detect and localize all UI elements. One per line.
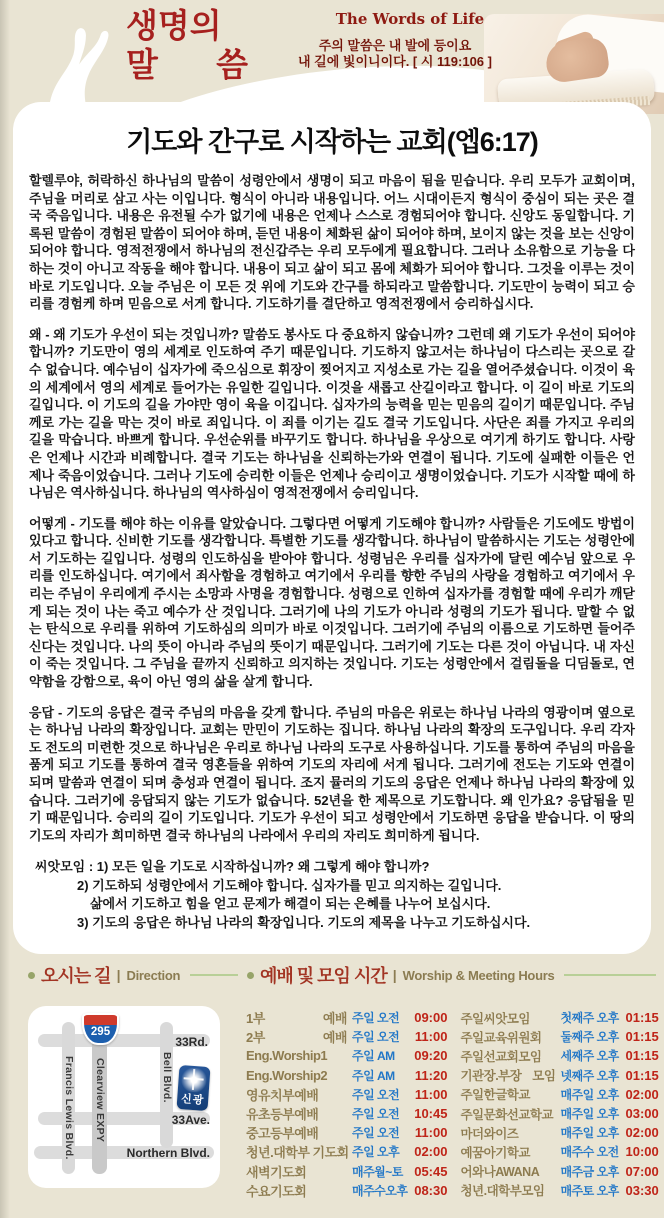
- schedule-item-day: 둘째주 오후: [560, 1030, 619, 1045]
- seed-line-3: 삶에서 기도하고 힘을 얻고 문제가 해결이 되는 은혜를 나누어 보십시다.: [90, 896, 491, 912]
- road-label-clearview-expy: Clearview EXPY: [94, 1058, 106, 1143]
- schedule-item-name: 주일한글학교: [460, 1088, 530, 1103]
- road-label-bell-blvd: Bell Blvd.: [161, 1052, 173, 1103]
- schedule-row: [460, 1046, 658, 1065]
- schedule-item-name: 유초등부예배: [246, 1107, 319, 1123]
- schedule-item-day: 주일 오전: [352, 1011, 400, 1026]
- divider-line: [564, 974, 656, 976]
- schedule-item-time: 02:00: [625, 1125, 659, 1141]
- schedule-item-name: 청년.대학부모임: [460, 1184, 545, 1199]
- schedule-item-name: 어와나AWANA: [460, 1165, 540, 1180]
- schedule-item-name: 주일선교회모임: [460, 1049, 542, 1064]
- schedule-item-day: 매주일 오후: [560, 1107, 619, 1122]
- schedule-item-time: 09:00: [414, 1010, 448, 1026]
- seed-line-4: 3) 기도의 응답은 하나님 나라의 확장입니다. 기도의 제목을 나누고 기도하십시다.: [77, 914, 531, 930]
- schedule-row: [460, 1181, 658, 1200]
- schedule-row: [460, 1123, 658, 1142]
- schedule-item-name: 마더와이즈: [460, 1126, 519, 1141]
- schedule-item-time: 11:00: [414, 1029, 448, 1045]
- schedule-item-day: 주일 오후: [352, 1145, 400, 1160]
- schedule-item-name: Eng.Worship1: [246, 1048, 328, 1064]
- schedule-title-ko: 예배 및 모임 시간: [260, 966, 387, 986]
- masthead-logo: [126, 6, 248, 84]
- schedule-item-time: 03:00: [625, 1106, 659, 1122]
- schedule-row: [246, 1008, 447, 1027]
- schedule-item-time: 07:00: [625, 1163, 659, 1179]
- schedule-column-right: [460, 1008, 658, 1200]
- schedule-row: [246, 1123, 447, 1142]
- article-paragraph-1: 할렐루야, 허락하신 하나님의 말씀이 성령안에서 생명이 되고 마음이 됨을 믿습니다. 우리 모두가 교회이며, 주님을 머리로 삼고 사는 이입니다. 형식이 아니라 내용입니다. 어느 시대이든지 형식이 중심이 되는 곳은 결국 죽음입니다. 내용은 유전될 수가 없기에 내용은 언제나 스스로 경험되어야 합니다. 신앙도 동일합니다. 기록된 말씀이 경험된 말씀이 되어야 하며, 듣던 내용이 체화된 삶이 되어야 하며, 보이지 않는 것을 보는 신앙이 되어야 합니다. 영적전쟁에서 하나님의 전신갑주는 우리 모두에게 필요합니다. 그러나 소유함으로 기능을 다하는 것이 아니고 작동을 해야 합니다. 내용이 되고 삶이 되고 몸에 체화가 되어야 합니다. 그것을 이루는 것이 바로 기도입니다. 오늘 주님은 이 모든 것 위에 기도와 간구를 하되라고 말씀합니다. 기도만이 능력이 되고 승리를 경험케 하며 믿음으로 서게 합니다. 기도하기를 결단하고 영적전쟁에서 승리하십시다.: [29, 173, 635, 312]
- schedule-row: [246, 1027, 447, 1046]
- schedule-section-header: [247, 962, 656, 988]
- shield-number: 295: [90, 1026, 111, 1038]
- schedule-item-name: 영유치부예배: [246, 1087, 319, 1103]
- seed-line-1: 씨앗모임 : 1) 모든 일을 기도로 시작하십니까? 왜 그렇게 해야 합니까?: [35, 859, 430, 875]
- article-paragraph-2: 왜 - 왜 기도가 우선이 되는 것입니까? 말씀도 봉사도 다 중요하지 않습니까? 그런데 왜 기도가 우선이 되어야 합니까? 기도만이 영의 세계로 인도하여 주기 때문입니다. 기도하지 않고서는 하나님이 다스리는 곳으로 갈 수 없습니다. 예수님이 십자가에 죽으심으로 휘장이 찢어지고 지성소로 가는 길을 열어주셨습니다. 이것이 육의 세계에서 영의 세계로 들어가는 유일한 길입니다. 이것을 새롭고 산길이라고 합니다. 이 길이 바로 기도의 길입니다. 이 기도의 길을 가야만 영이 육을 이깁니다. 십자가의 능력을 믿는 믿음의 길이기 때문입니다. 주님께로 가는 길을 막는 것이 바로 죄입니다. 이 죄를 이기는 길도 결국 기도입니다. 사단은 죄를 가지고 우리의 길을 막습니다. 바쁘게 합니다. 우선순위를 바꾸기도 합니다. 하나님을 우상으로 여기게 하기도 합니다. 사랑은 언제나 시간과 비례합니다. 결국 기도는 하나님을 신뢰하는가와 연결이 됩니다. 기도에 실패한 이들은 언제나 죽음이었습니다. 그러나 기도에 승리한 이들은 언제나 승리이고 생명이었습니다. 기도가 시작할 때에 하나님은 역사하십니다. 하나님의 역사하심이 영적전쟁에서 승리입니다.: [29, 326, 635, 501]
- schedule-item-name: 2부 예배: [246, 1030, 347, 1046]
- schedule-item-day: 매주수오후: [352, 1183, 408, 1198]
- schedule-row: [246, 1181, 447, 1200]
- logo-line2: 말 씀: [126, 46, 248, 83]
- schedule-item-time: 01:15: [625, 1010, 659, 1026]
- schedule-item-name: 새벽기도회: [246, 1164, 307, 1180]
- schedule-item-time: 11:00: [414, 1086, 448, 1102]
- schedule-item-name: 기관장.부장 모임: [460, 1069, 556, 1084]
- road-label-francis-lewis: Francis Lewis Blvd.: [63, 1056, 75, 1160]
- verse-quote: [285, 38, 505, 70]
- direction-title-en: Direction: [126, 967, 181, 983]
- starburst-cross-icon: [181, 1067, 208, 1093]
- english-title: The Words of Life: [335, 10, 485, 28]
- schedule-column-left: [246, 1008, 447, 1200]
- schedule-row: [246, 1066, 447, 1085]
- schedule-row: [246, 1104, 447, 1123]
- schedule-item-time: 01:15: [625, 1029, 659, 1045]
- seed-line-2: 2) 기도하되 성령안에서 기도해야 합니다. 십자가를 믿고 의지하는 길입니다.: [77, 877, 502, 893]
- schedule-item-time: 05:45: [414, 1163, 448, 1179]
- verse-line2: 내 길에 빛이니이다. [ 시 119:106 ]: [298, 54, 492, 69]
- schedule-item-day: 넷째주 오후: [560, 1068, 619, 1083]
- article-title: 기도와 간구로 시작하는 교회(엡6:17): [126, 127, 538, 157]
- schedule-row: [246, 1162, 447, 1181]
- schedule-row: [460, 1162, 658, 1181]
- schedule-row: [460, 1027, 658, 1046]
- schedule-item-time: 09:20: [414, 1048, 448, 1064]
- schedule-row: [460, 1142, 658, 1161]
- road-label-northern-blvd: Northern Blvd.: [126, 1146, 210, 1160]
- schedule-title-en: Worship & Meeting Hours: [402, 967, 555, 983]
- schedule-row: [460, 1008, 658, 1027]
- schedule-item-day: 주일 AM: [352, 1068, 395, 1083]
- schedule-item-time: 11:20: [414, 1067, 448, 1083]
- schedule-item-day: 주일 오전: [352, 1126, 400, 1141]
- schedule-item-name: 주일문화선교학교: [460, 1107, 554, 1122]
- separator: |: [392, 967, 397, 983]
- schedule-item-time: 01:15: [625, 1048, 659, 1064]
- schedule-item-time: 08:30: [414, 1182, 448, 1198]
- worship-schedule: [246, 1008, 659, 1200]
- schedule-row: [460, 1066, 658, 1085]
- schedule-item-name: 주일교육위원회: [460, 1030, 542, 1045]
- schedule-item-day: 주일 AM: [352, 1049, 395, 1064]
- schedule-item-name: 수요기도회: [246, 1183, 307, 1199]
- schedule-item-time: 11:00: [414, 1125, 448, 1141]
- article-paragraph-4: 응답 - 기도의 응답은 결국 주님의 마음을 갖게 합니다. 주님의 마음은 위로는 하나님 나라의 영광이며 옆으로는 하나님 나라의 확장입니다. 교회는 만민이 기도하는 집니다. 하나님 나라의 확장의 도구입니다. 우리 각자도 전도의 미련한 것으로 하나님은 우리로 하나님 나라의 도구로 사용하십니다. 기도를 통하여 주님의 마음을 품게 되고 기도를 통하여 결국 영혼들을 위하여 기도의 자리에 서게 됩니다. 그러기에 전도는 기도와 연결이 되며 말씀과 연결이 되며 충성과 연결이 됩니다. 조지 뮬러의 기도의 응답은 언제나 하나님 나라의 확장에 있습니다. 그러기에 응답되지 않는 기도가 없습니다. 52년을 한 제목으로 기도합니다. 왜 인가요? 응답됨을 믿기 때문입니다. 승리의 길이 기도입니다. 기도가 우선이 되고 성령안에서 기도하면 응답을 받습니다. 이 땅의 기도의 자리가 희미하면 결국 하나님의 나라에서 우리의 자리도 희미하게 됩니다.: [29, 704, 635, 843]
- church-badge-label: 신광: [180, 1093, 205, 1107]
- schedule-row: [460, 1104, 658, 1123]
- schedule-row: [246, 1142, 447, 1161]
- schedule-item-name: 중고등부예배: [246, 1126, 319, 1142]
- road-label-33ave: 33Ave.: [171, 1113, 210, 1127]
- schedule-item-day: 매주월~토: [352, 1164, 403, 1179]
- schedule-item-time: 03:30: [625, 1182, 659, 1198]
- schedule-item-name: 1부 예배: [246, 1011, 347, 1027]
- schedule-row: [246, 1046, 447, 1065]
- article-paragraph-3: 어떻게 - 기도를 해야 하는 이유를 알았습니다. 그렇다면 어떻게 기도해야 합니까? 사람들은 기도에도 방법이 있다고 합니다. 신비한 기도를 생각합니다. 특별한 기도를 생각합니다. 하나님이 말씀하시는 기도는 성령안에서 기도하는 길입니다. 성령의 인도하심을 받아야 합니다. 성령님은 우리를 십자가에 달린 예수님 앞으로 우리를 인도하십니다. 여기에서 죄사함을 경험하고 여기에서 우리를 향한 주님의 사랑을 경험하고 여기에서 우리는 주님이 우리에게 주시는 소망과 사명을 경험합니다. 성령으로 인하여 십자가를 경험할 때에 우리가 깨닫게 되는 것이 나는 죽고 예수가 산 것입니다. 그러기에 나의 기도가 아니라 성령의 기도가 됩니다. 말할 수 없는 탄식으로 우리를 위하여 기도하심의 의미가 바로 이것입니다. 그러기에 주님의 이름으로 기도하면 들어주신다는 것입니다. 나의 뜻이 아니라 주님의 뜻이기 때문입니다. 그러기에 기도는 다른 것이 아닙니다. 내 자신이 죽는 것입니다. 그 주님을 끝까지 신뢰하고 의지하는 것입니다. 기도는 성령안에서 걸림돌을 디딤돌로, 연약함을 강함으로, 육이 아닌 영의 삶을 살게 합니다.: [29, 515, 635, 690]
- direction-map: [28, 1006, 220, 1188]
- schedule-item-day: 주일 오전: [352, 1107, 400, 1122]
- separator: |: [116, 967, 121, 983]
- schedule-item-day: 매주금 오후: [560, 1164, 619, 1179]
- schedule-item-day: 매주토 오후: [560, 1183, 619, 1198]
- divider-line: [190, 974, 238, 976]
- schedule-item-name: 주일씨앗모임: [460, 1011, 530, 1026]
- church-logo-badge: [177, 1065, 211, 1111]
- seed-meeting-questions: [29, 858, 635, 932]
- direction-title-ko: 오시는 길: [41, 966, 111, 986]
- bullet-icon: [247, 972, 254, 979]
- direction-section-header: [28, 962, 238, 988]
- schedule-item-day: 매주일 오후: [560, 1087, 619, 1102]
- road-label-33rd: 33Rd.: [175, 1035, 208, 1049]
- page-edge-shadow: [0, 0, 10, 1218]
- schedule-item-time: 10:45: [414, 1106, 448, 1122]
- logo-line1: 생명의: [126, 7, 222, 44]
- schedule-item-name: 예꿈아기학교: [460, 1145, 530, 1160]
- schedule-item-day: 주일 오전: [352, 1087, 400, 1102]
- schedule-row: [246, 1085, 447, 1104]
- praying-hands-photo: [484, 14, 664, 114]
- schedule-item-time: 02:00: [414, 1144, 448, 1160]
- schedule-item-day: 주일 오전: [352, 1030, 400, 1045]
- schedule-item-day: 세째주 오후: [560, 1049, 619, 1064]
- schedule-item-day: 매주일 오후: [560, 1126, 619, 1141]
- schedule-item-name: Eng.Worship2: [246, 1067, 328, 1083]
- verse-line1: 주의 말씀은 내 발에 등이요: [318, 38, 472, 53]
- schedule-item-name: 청년.대학부 기도회: [246, 1145, 349, 1161]
- schedule-item-time: 01:15: [625, 1067, 659, 1083]
- schedule-item-day: 첫째주 오후: [560, 1011, 619, 1026]
- schedule-item-time: 02:00: [625, 1086, 659, 1102]
- schedule-item-time: 10:00: [625, 1144, 659, 1160]
- article-card: [13, 102, 651, 954]
- schedule-item-day: 매주수 오전: [560, 1145, 619, 1160]
- bullet-icon: [28, 972, 35, 979]
- schedule-row: [460, 1085, 658, 1104]
